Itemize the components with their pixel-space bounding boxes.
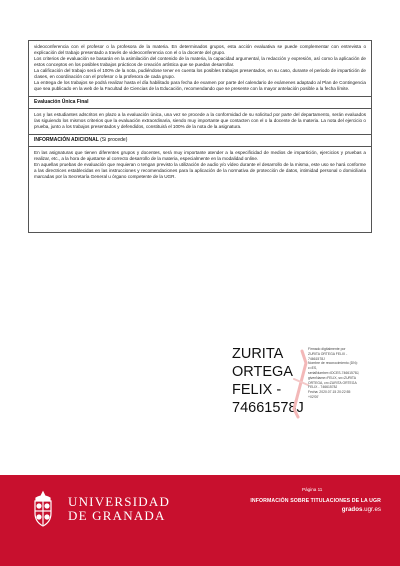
section-title: INFORMACIÓN ADICIONAL — [34, 137, 99, 143]
digital-signature — [232, 345, 377, 425]
logo-line: DE GRANADA — [68, 508, 166, 523]
paragraph: En las asignaturas que tienen diferentes grupos y docentes, será muy importante atender a la especificidad de medios de impartición, ejercicios y pruebas a realizar, etc., a la hora de ajustarse al correcto desarrollo de la materia, especialmente en la modalidad online. — [34, 150, 366, 161]
final-evaluation-section — [29, 109, 371, 134]
additional-info-section — [29, 147, 371, 184]
detail-line: +02'00' — [308, 394, 319, 399]
signer-name-line: 74661578J — [232, 400, 304, 416]
detail-line: c=ES, — [308, 366, 318, 371]
paragraph: Los y las estudiantes adscritos en plazo a la evaluación única, una vez se procede a la conformidad de su solicitud por parte del departamento, serán evaluados /as siguiendo los mismos criterios que la evaluación extraordinaria, siendo muy importante que contacten con el o la docente de la materia. La nota del ejercicio o prueba, junto a los trabajos presentados y defendidos, constituirá el 100% de la nota de la asignatura. — [34, 112, 366, 129]
university-crest-icon — [28, 489, 58, 529]
paragraph: La calificación del trabajo será el 100% de la nota, pudiéndose tener en cuenta los posibles trabajos presentados, en su caso, durante el periodo de impartición de clases, en coordinación con el profesor o la profesora de cada grupo. — [34, 68, 366, 79]
footer-info — [221, 498, 381, 514]
logo-line: UNIVERSIDAD — [68, 494, 171, 509]
signature-details — [308, 347, 374, 400]
signer-name-line: ZURITA — [232, 346, 284, 362]
content-table — [28, 40, 372, 233]
paragraph: Los criterios de evaluación se basarán en la asimilación del contenido de la materia, la capacidad argumental, la redacción y expresión, así como la aplicación de estos conceptos en los posibles trabajos prácticos de creación artística que se puedan desarrollar. — [34, 56, 366, 67]
detail-line: Nombre de reconocimiento (DN): — [308, 361, 358, 366]
detail-line: 74661578J — [308, 356, 325, 361]
detail-line: FELIX - 74661578J — [308, 385, 338, 390]
section-title: Evaluación Única Final — [34, 99, 89, 105]
detail-line: ZURITA ORTEGA FELIX - — [308, 351, 348, 356]
footer-title: INFORMACIÓN SOBRE TITULACIONES DE LA UGR — [250, 498, 381, 504]
footer-link-rest: .ugr.es — [362, 506, 381, 513]
additional-info-heading — [29, 134, 371, 147]
guide-content — [28, 40, 372, 233]
paragraph: La entrega de los trabajos se podrá realizar hasta el día habilitado para fecha de examen por parte del calendario de exámenes adaptado al Plan de Contingencia que sea publicado en la web de la Facultad de Ciencias de la Educación, recomendando que se presente con la mayor antelación posible a la fecha límite. — [34, 80, 366, 91]
detail-line: serialNumber=IDCES-74661578J, — [308, 370, 360, 375]
footer-link[interactable] — [221, 505, 381, 514]
empty-space — [29, 184, 371, 232]
final-evaluation-heading — [29, 96, 371, 109]
paragraph: En aquellas pruebas de evaluación que requieran o tengan previsto la utilización de audio y/o vídeo durante el desarrollo de la misma, este uso se hará conforme a las directrices establecidas en las instrucciones y recomendaciones para la aplicación de la normativa de protección de datos, intimidad personal o domiciliaria marcadas por la Secretaría General u órgano competente de la UGR. — [34, 162, 366, 179]
detail-line: Fecha: 2020.07.15 20:22:55 — [308, 390, 351, 395]
page-number: Página 11 — [302, 487, 323, 492]
paragraph: videoconferencia con el profesor o la profesora de la materia. En determinados grupos, esta acción evaluativa se puede complementar con entrevista o explicación del trabajo presentado a través de videoconferencia con el o la docente del grupo. — [34, 44, 366, 55]
detail-line: ORTEGA, cn=ZURITA ORTEGA — [308, 380, 357, 385]
detail-line: givenName=FELIX, sn=ZURITA — [308, 375, 356, 380]
footer-bar — [0, 475, 400, 566]
detail-line: Firmado digitalmente por — [308, 347, 346, 351]
section-note: (Si procede) — [100, 137, 128, 143]
signer-name-line: ORTEGA — [232, 364, 293, 380]
footer-link-bold: grados — [341, 506, 363, 513]
university-logo-text — [68, 495, 170, 523]
signer-name-line: FELIX - — [232, 382, 282, 398]
intro-section — [29, 41, 371, 96]
